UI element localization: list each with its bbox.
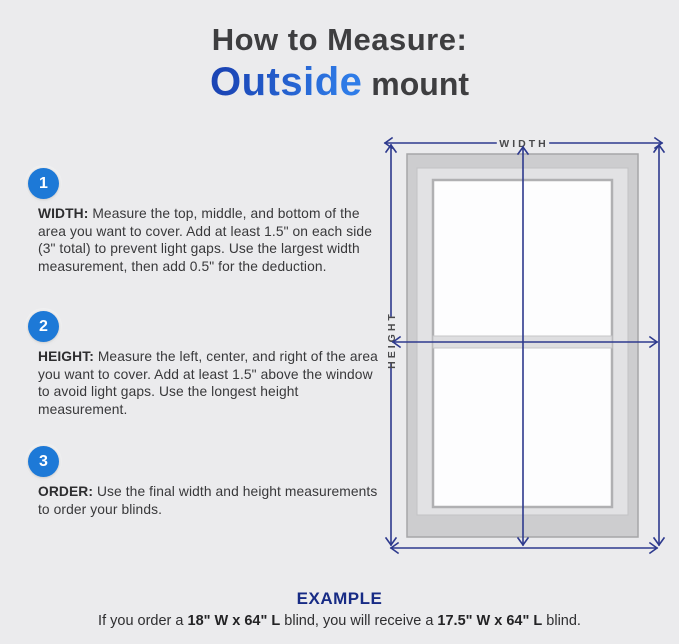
step-3-number: 3 (39, 452, 48, 470)
step-3 (28, 446, 378, 518)
example-footer (0, 589, 679, 629)
step-2-label: HEIGHT: (38, 349, 94, 364)
example-sentence (0, 613, 679, 629)
example-suffix: blind. (542, 613, 581, 629)
height-label: HEIGHT (386, 311, 398, 369)
step-2-number-badge (28, 311, 59, 342)
step-1-number: 1 (39, 174, 48, 192)
title-line1: How to Measure: (211, 22, 468, 57)
example-received-size: 17.5" W x 64" L (437, 613, 543, 629)
step-1-number-badge (28, 168, 59, 199)
step-3-description: Use the final width and height measurements to order your blinds. (38, 484, 378, 517)
step-2-description: Measure the left, center, and right of the area you want to cover. Add at least 1.5" above the window to avoid light gaps. Use the longest height measurement. (38, 349, 378, 417)
example-prefix: If you order a (98, 613, 188, 629)
window-diagram (378, 128, 670, 576)
step-1-text (28, 205, 378, 275)
step-1-description: Measure the top, middle, and bottom of the area you want to cover. Add at least 1.5" on each side (3" total) to prevent light gaps. Use the largest width measurement, then add 0.5" for the deduction. (38, 206, 372, 274)
width-label: WIDTH (499, 138, 549, 150)
step-3-number-badge (28, 446, 59, 477)
step-3-label: ORDER: (38, 484, 94, 499)
step-1-label: WIDTH: (38, 206, 89, 221)
title-highlight: Outside (209, 59, 363, 104)
example-middle: blind, you will receive a (280, 613, 438, 629)
window-diagram-svg (378, 128, 670, 576)
example-ordered-size: 18" W x 64" L (187, 613, 281, 629)
example-heading: EXAMPLE (296, 589, 383, 608)
step-1 (28, 168, 378, 275)
page-title (0, 22, 679, 105)
step-2-text (28, 348, 378, 418)
title-suffix: mount (362, 65, 470, 102)
step-2-number: 2 (39, 317, 48, 335)
step-3-text (28, 483, 378, 518)
step-2 (28, 311, 378, 418)
title-line2 (0, 59, 679, 105)
